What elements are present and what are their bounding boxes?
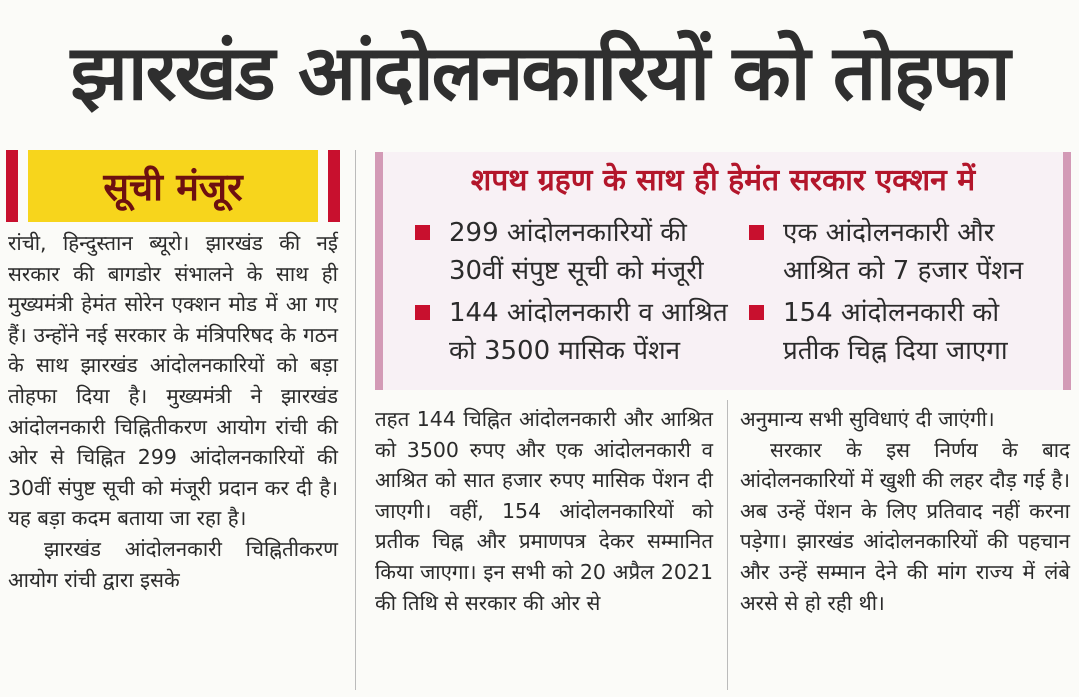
paragraph: अनुमान्य सभी सुविधाएं दी जाएंगी। bbox=[740, 407, 995, 431]
bullet-item: एक आंदोलनकारी और आश्रित को 7 हजार पेंशन bbox=[783, 214, 1053, 290]
bullet-square-icon bbox=[415, 225, 430, 240]
box-title: शपथ ग्रहण के साथ ही हेमंत सरकार एक्शन में bbox=[470, 163, 976, 198]
paragraph: झारखंड आंदोलनकारी चिह्नितीकरण आयोग रांची द्वारा इसके bbox=[8, 536, 338, 592]
paragraph: रांची, हिन्दुस्तान ब्यूरो। झारखंड की नई सरकार की बागडोर संभालने के साथ ही मुख्यमंत्री हेमंत सोरेन एक्शन मोड में आ गए हैं। उन्होंने नई सरकार के मंत्रिपरिषद के गठन के साथ झारखंड आंदोलनकारियों को बड़ा तोहफा दिया है। मुख्यमंत्री ने झारखंड आंदोलनकारी चिह्नितीकरण आयोग रांची की ओर से चिह्नित 299 आंदोलनकारियों की 30वीं संपुष्ट सूची को मंजूरी प्रदान कर दी है। यह बड़ा कदम बताया जा रहा है। bbox=[8, 231, 338, 531]
tag-bar-left bbox=[6, 150, 18, 222]
bullet-item: 154 आंदोलनकारी को प्रतीक चिह्न दिया जाएगा bbox=[783, 294, 1053, 370]
bullet-square-icon bbox=[415, 305, 430, 320]
paragraph: तहत 144 चिह्नित आंदोलनकारी और आश्रित को 3500 रुपए और एक आंदोलनकारी व आश्रित को सात हजार रुपए मासिक पेंशन दी जाएगी। वहीं, 154 आंदोलनकारियों को प्रतीक चिह्न और प्रमाणपत्र देकर सम्मानित किया जाएगा। इन सभी को 20 अप्रैल 2021 की तिथि से सरकार की ओर से bbox=[375, 407, 713, 615]
article-column-1 bbox=[8, 228, 338, 595]
article-column-2 bbox=[375, 404, 713, 618]
column-divider bbox=[727, 400, 728, 690]
article-column-3 bbox=[740, 404, 1070, 618]
tag-label: सूची मंजूर bbox=[28, 150, 318, 222]
bullet-square-icon bbox=[749, 225, 764, 240]
column-divider bbox=[355, 150, 356, 690]
headline: झारखंड आंदोलनकारियों को तोहफा bbox=[70, 27, 1009, 117]
paragraph: सरकार के इस निर्णय के बाद आंदोलनकारियों में खुशी की लहर दौड़ गई है। अब उन्हें पेंशन के लिए प्रतिवाद नहीं करना पड़ेगा। झारखंड आंदोलनकारियों की पहचान और उन्हें सम्मान देने की मांग राज्य में लंबे अरसे से हो रही थी। bbox=[740, 437, 1070, 615]
bullet-square-icon bbox=[749, 305, 764, 320]
bullet-item: 144 आंदोलनकारी व आश्रित को 3500 मासिक पेंशन bbox=[449, 294, 749, 370]
tag-bar-right bbox=[328, 150, 340, 222]
highlights-box bbox=[375, 152, 1071, 390]
section-tag bbox=[6, 150, 340, 222]
bullet-item: 299 आंदोलनकारियों की 30वीं संपुष्ट सूची को मंजूरी bbox=[449, 214, 749, 290]
